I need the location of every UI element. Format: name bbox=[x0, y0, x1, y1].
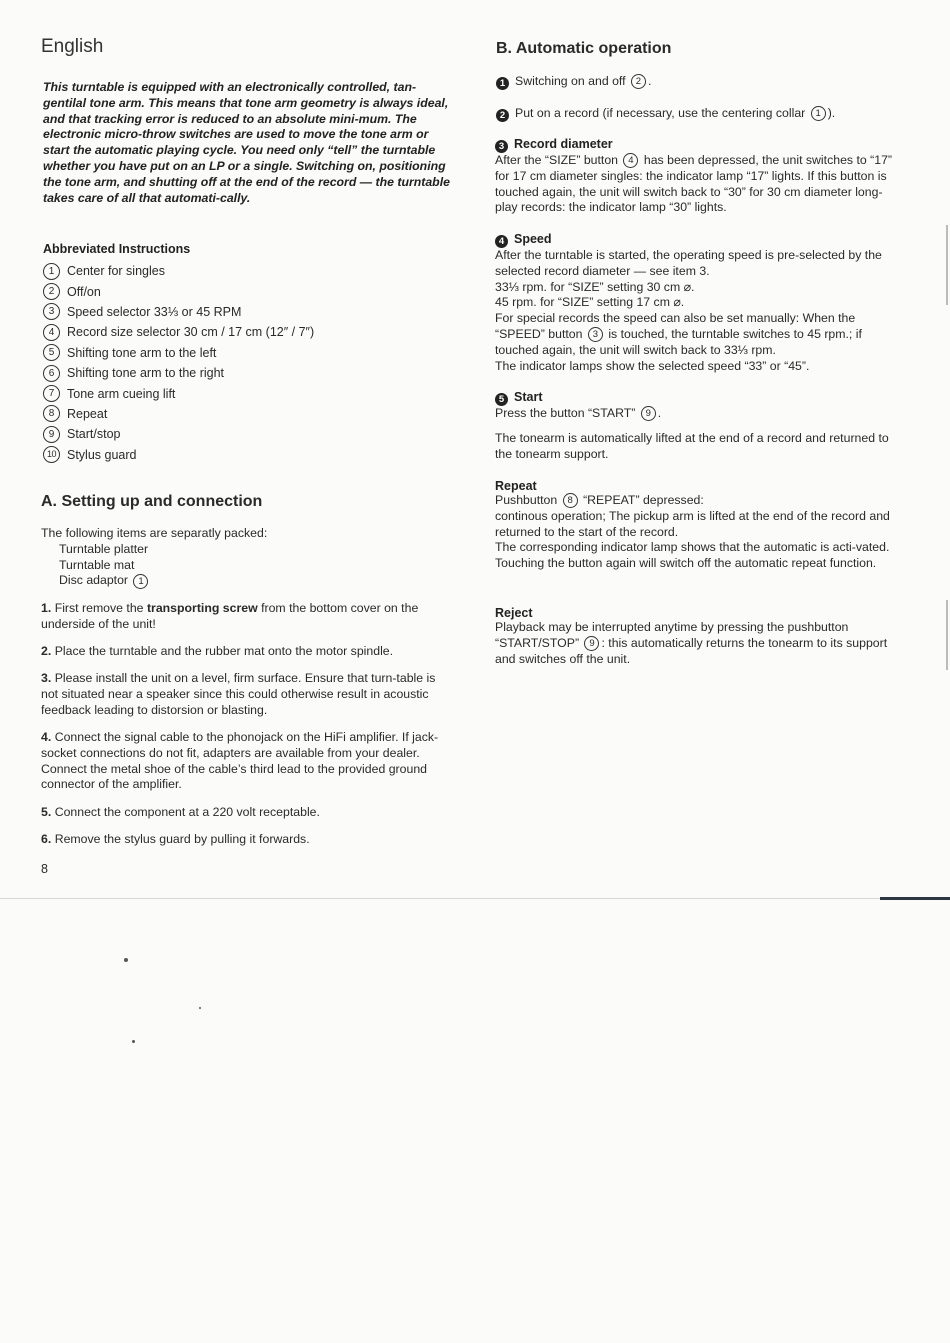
step-number: 6. bbox=[41, 832, 52, 846]
step-text-end: ). bbox=[827, 106, 836, 120]
list-item-label: Repeat bbox=[67, 406, 108, 421]
packed-item bbox=[41, 573, 453, 589]
scan-edge-mark bbox=[946, 225, 948, 305]
step-title bbox=[495, 137, 903, 153]
list-item-label: Start/stop bbox=[67, 427, 121, 442]
step-text: Switching on and off bbox=[515, 74, 626, 88]
list-item bbox=[43, 261, 314, 281]
list-item-label: Tone arm cueing lift bbox=[67, 386, 176, 401]
reject-block bbox=[495, 606, 903, 667]
list-item bbox=[43, 322, 314, 342]
step-text: Connect the signal cable to the phonojack on the HiFi amplifier. If jack-socket connections do not fit, adapters are available from your dealer. Connect the metal shoe of the cable’s third lead to the provided ground connector of the amplifier. bbox=[41, 730, 439, 792]
number-circle-icon: 1 bbox=[133, 574, 148, 589]
scan-edge-mark bbox=[946, 600, 948, 670]
step-number: 5. bbox=[41, 805, 52, 819]
repeat-title: Repeat bbox=[495, 479, 537, 493]
repeat-text: “REPEAT” depressed: bbox=[583, 493, 704, 507]
step-text: is touched, the turntable switches to 45 rpm.; if touched again, the unit will switch back to 33⅓ rpm. bbox=[495, 326, 862, 357]
repeat-text: continous operation; The pickup arm is lifted at the end of the record and returned to the start of the record. bbox=[495, 508, 890, 539]
number-circle-icon: 8 bbox=[43, 405, 60, 422]
setup-step bbox=[41, 601, 453, 633]
list-item bbox=[43, 424, 314, 444]
list-item-label: Shifting tone arm to the left bbox=[67, 345, 217, 360]
step-text: . bbox=[657, 406, 662, 420]
scan-speck bbox=[124, 958, 128, 962]
number-circle-icon: 10 bbox=[43, 446, 60, 463]
step-number-icon: 4 bbox=[495, 235, 508, 248]
reject-text: : this automatically returns the tonearm to its support and switches off the unit. bbox=[495, 635, 888, 666]
list-item bbox=[43, 343, 314, 363]
setup-step bbox=[41, 805, 453, 821]
step-text: The indicator lamps show the selected speed “33” or “45”. bbox=[495, 358, 810, 373]
section-b-title: B. Automatic operation bbox=[496, 40, 672, 57]
step-switching bbox=[496, 74, 651, 90]
step-text: After the turntable is started, the operating speed is pre-selected by the selected record diameter — see item 3. bbox=[495, 248, 882, 278]
list-item bbox=[43, 302, 314, 322]
list-item bbox=[43, 363, 314, 383]
intro-paragraph: This turntable is equipped with an electronically controlled, tan-gentilal tone arm. This means that tone arm geometry is always ideal, and that tracking error is reduced to an absolute mini-mum. The electronic micro-throw switches are used to move the tone arm or start the automatic playing cycle. You need only “tell” the turntable whether you have put on an LP or a single. Switching on, positioning the tone arm, and shutting off at the end of the record — the turntable takes care of all that automati-cally. bbox=[43, 80, 450, 205]
step-text: Place the turntable and the rubber mat onto the motor spindle. bbox=[54, 644, 394, 658]
list-item-label: Shifting tone arm to the right bbox=[67, 366, 225, 381]
number-circle-icon: 2 bbox=[43, 283, 60, 300]
step-bold-text: transporting screw bbox=[146, 601, 258, 615]
packed-intro: The following items are separatly packed: bbox=[41, 526, 268, 540]
step-title bbox=[495, 232, 903, 248]
step-title bbox=[495, 390, 903, 406]
step-text: Remove the stylus guard by pulling it forwards. bbox=[54, 832, 310, 846]
step-text: has been depressed, the unit switches bbox=[643, 153, 854, 167]
language-heading: English bbox=[41, 36, 104, 57]
packed-item: Turntable mat bbox=[59, 557, 135, 572]
step-start bbox=[495, 390, 903, 462]
step-text: 45 rpm. for “SIZE” setting 17 cm ⌀. bbox=[495, 295, 685, 310]
step-body bbox=[495, 153, 903, 216]
setup-step bbox=[41, 832, 453, 848]
setup-step bbox=[41, 644, 453, 660]
number-circle-icon: 7 bbox=[43, 385, 60, 402]
number-circle-icon: 6 bbox=[43, 365, 60, 382]
list-item bbox=[43, 281, 314, 301]
repeat-block bbox=[495, 479, 903, 572]
step-text: from the bottom cover on the underside of the unit! bbox=[41, 601, 419, 631]
number-circle-icon: 3 bbox=[43, 303, 60, 320]
setup-step bbox=[41, 730, 453, 793]
step-text: After the “SIZE” button bbox=[495, 153, 619, 167]
list-item-label: Off/on bbox=[67, 284, 101, 299]
page-bottom-rule bbox=[0, 898, 950, 899]
step-text: Put on a record (if necessary, use the centering collar bbox=[515, 106, 806, 120]
scan-speck bbox=[132, 1040, 135, 1043]
step-body bbox=[495, 311, 903, 358]
packed-item: Turntable platter bbox=[59, 541, 149, 556]
step-text-end: . bbox=[647, 74, 652, 88]
number-circle-icon: 4 bbox=[43, 324, 60, 341]
repeat-body bbox=[495, 493, 903, 509]
number-circle-icon: 5 bbox=[43, 344, 60, 361]
page-edge-shadow bbox=[880, 897, 950, 900]
step-number: 2. bbox=[41, 644, 52, 658]
section-a-title: A. Setting up and connection bbox=[41, 493, 263, 510]
list-item bbox=[43, 383, 314, 403]
step-title-text: Start bbox=[514, 390, 543, 404]
step-text: to “17” for 17 cm diameter singles: the indicator lamp “17” lights. If this button is touched again, the unit will switch back to “30” for 30 cm diameter long-play records: the indicator lamp “30” lights. bbox=[495, 153, 893, 215]
step-text: Press the button “START” bbox=[495, 406, 636, 420]
page-number: 8 bbox=[41, 862, 48, 876]
repeat-text: The corresponding indicator lamp shows that the automatic is acti-vated. Touching the button again will switch off the automatic repeat function. bbox=[495, 540, 890, 571]
repeat-text: Pushbutton bbox=[495, 493, 558, 507]
step-text: First remove the bbox=[54, 601, 147, 615]
list-item-label: Record size selector 30 cm / 17 cm (12″ / 7″) bbox=[67, 325, 315, 340]
step-text: 33⅓ rpm. for “SIZE” setting 30 cm ⌀. bbox=[495, 279, 695, 294]
list-item-label: Stylus guard bbox=[67, 447, 137, 462]
number-circle-icon: 1 bbox=[811, 106, 826, 121]
step-title-text: Record diameter bbox=[514, 137, 613, 151]
number-circle-icon: 3 bbox=[588, 327, 603, 342]
step-text: Connect the component at a 220 volt receptable. bbox=[54, 805, 320, 819]
step-number-icon: 3 bbox=[495, 140, 508, 153]
list-item-label: Speed selector 33⅓ or 45 RPM bbox=[67, 304, 242, 319]
number-circle-icon: 9 bbox=[584, 636, 599, 651]
number-circle-icon: 1 bbox=[43, 263, 60, 280]
number-circle-icon: 9 bbox=[641, 406, 656, 421]
step-put-record bbox=[496, 106, 835, 122]
step-text: For special records the speed can also be set manually: When the “SPEED” button bbox=[495, 311, 856, 341]
reject-title: Reject bbox=[495, 606, 533, 620]
step-number: 1. bbox=[41, 601, 52, 615]
step-record-diameter bbox=[495, 137, 903, 216]
number-circle-icon: 8 bbox=[563, 493, 578, 508]
step-text: The tonearm is automatically lifted at the end of a record and returned to the tonearm support. bbox=[495, 430, 889, 461]
setup-step bbox=[41, 671, 453, 718]
abbreviated-instructions-list bbox=[43, 261, 314, 465]
step-number-icon: 1 bbox=[496, 77, 509, 90]
step-number-icon: 2 bbox=[496, 109, 509, 122]
packed-items-block bbox=[41, 526, 453, 589]
list-item-label: Center for singles bbox=[67, 264, 165, 279]
step-number-icon: 5 bbox=[495, 393, 508, 406]
list-item bbox=[43, 445, 314, 465]
packed-item-label: Disc adaptor bbox=[59, 573, 129, 588]
reject-text: Playback may be interrupted anytime by pressing the pushbutton “START/STOP” bbox=[495, 620, 849, 650]
number-circle-icon: 4 bbox=[623, 153, 638, 168]
step-title-text: Speed bbox=[514, 232, 552, 246]
scan-speck bbox=[199, 1007, 201, 1009]
number-circle-icon: 2 bbox=[631, 74, 646, 89]
list-item bbox=[43, 404, 314, 424]
step-body bbox=[495, 406, 903, 422]
number-circle-icon: 9 bbox=[43, 426, 60, 443]
step-speed bbox=[495, 232, 903, 374]
abbreviated-instructions-heading: Abbreviated Instructions bbox=[43, 242, 191, 256]
step-number: 4. bbox=[41, 730, 52, 744]
step-text: Please install the unit on a level, firm surface. Ensure that turn-table is not situated near a speaker since this could otherwise result in acoustic feedback leading to distorsion or blasting. bbox=[41, 671, 436, 717]
step-number: 3. bbox=[41, 671, 52, 685]
reject-body bbox=[495, 620, 903, 667]
